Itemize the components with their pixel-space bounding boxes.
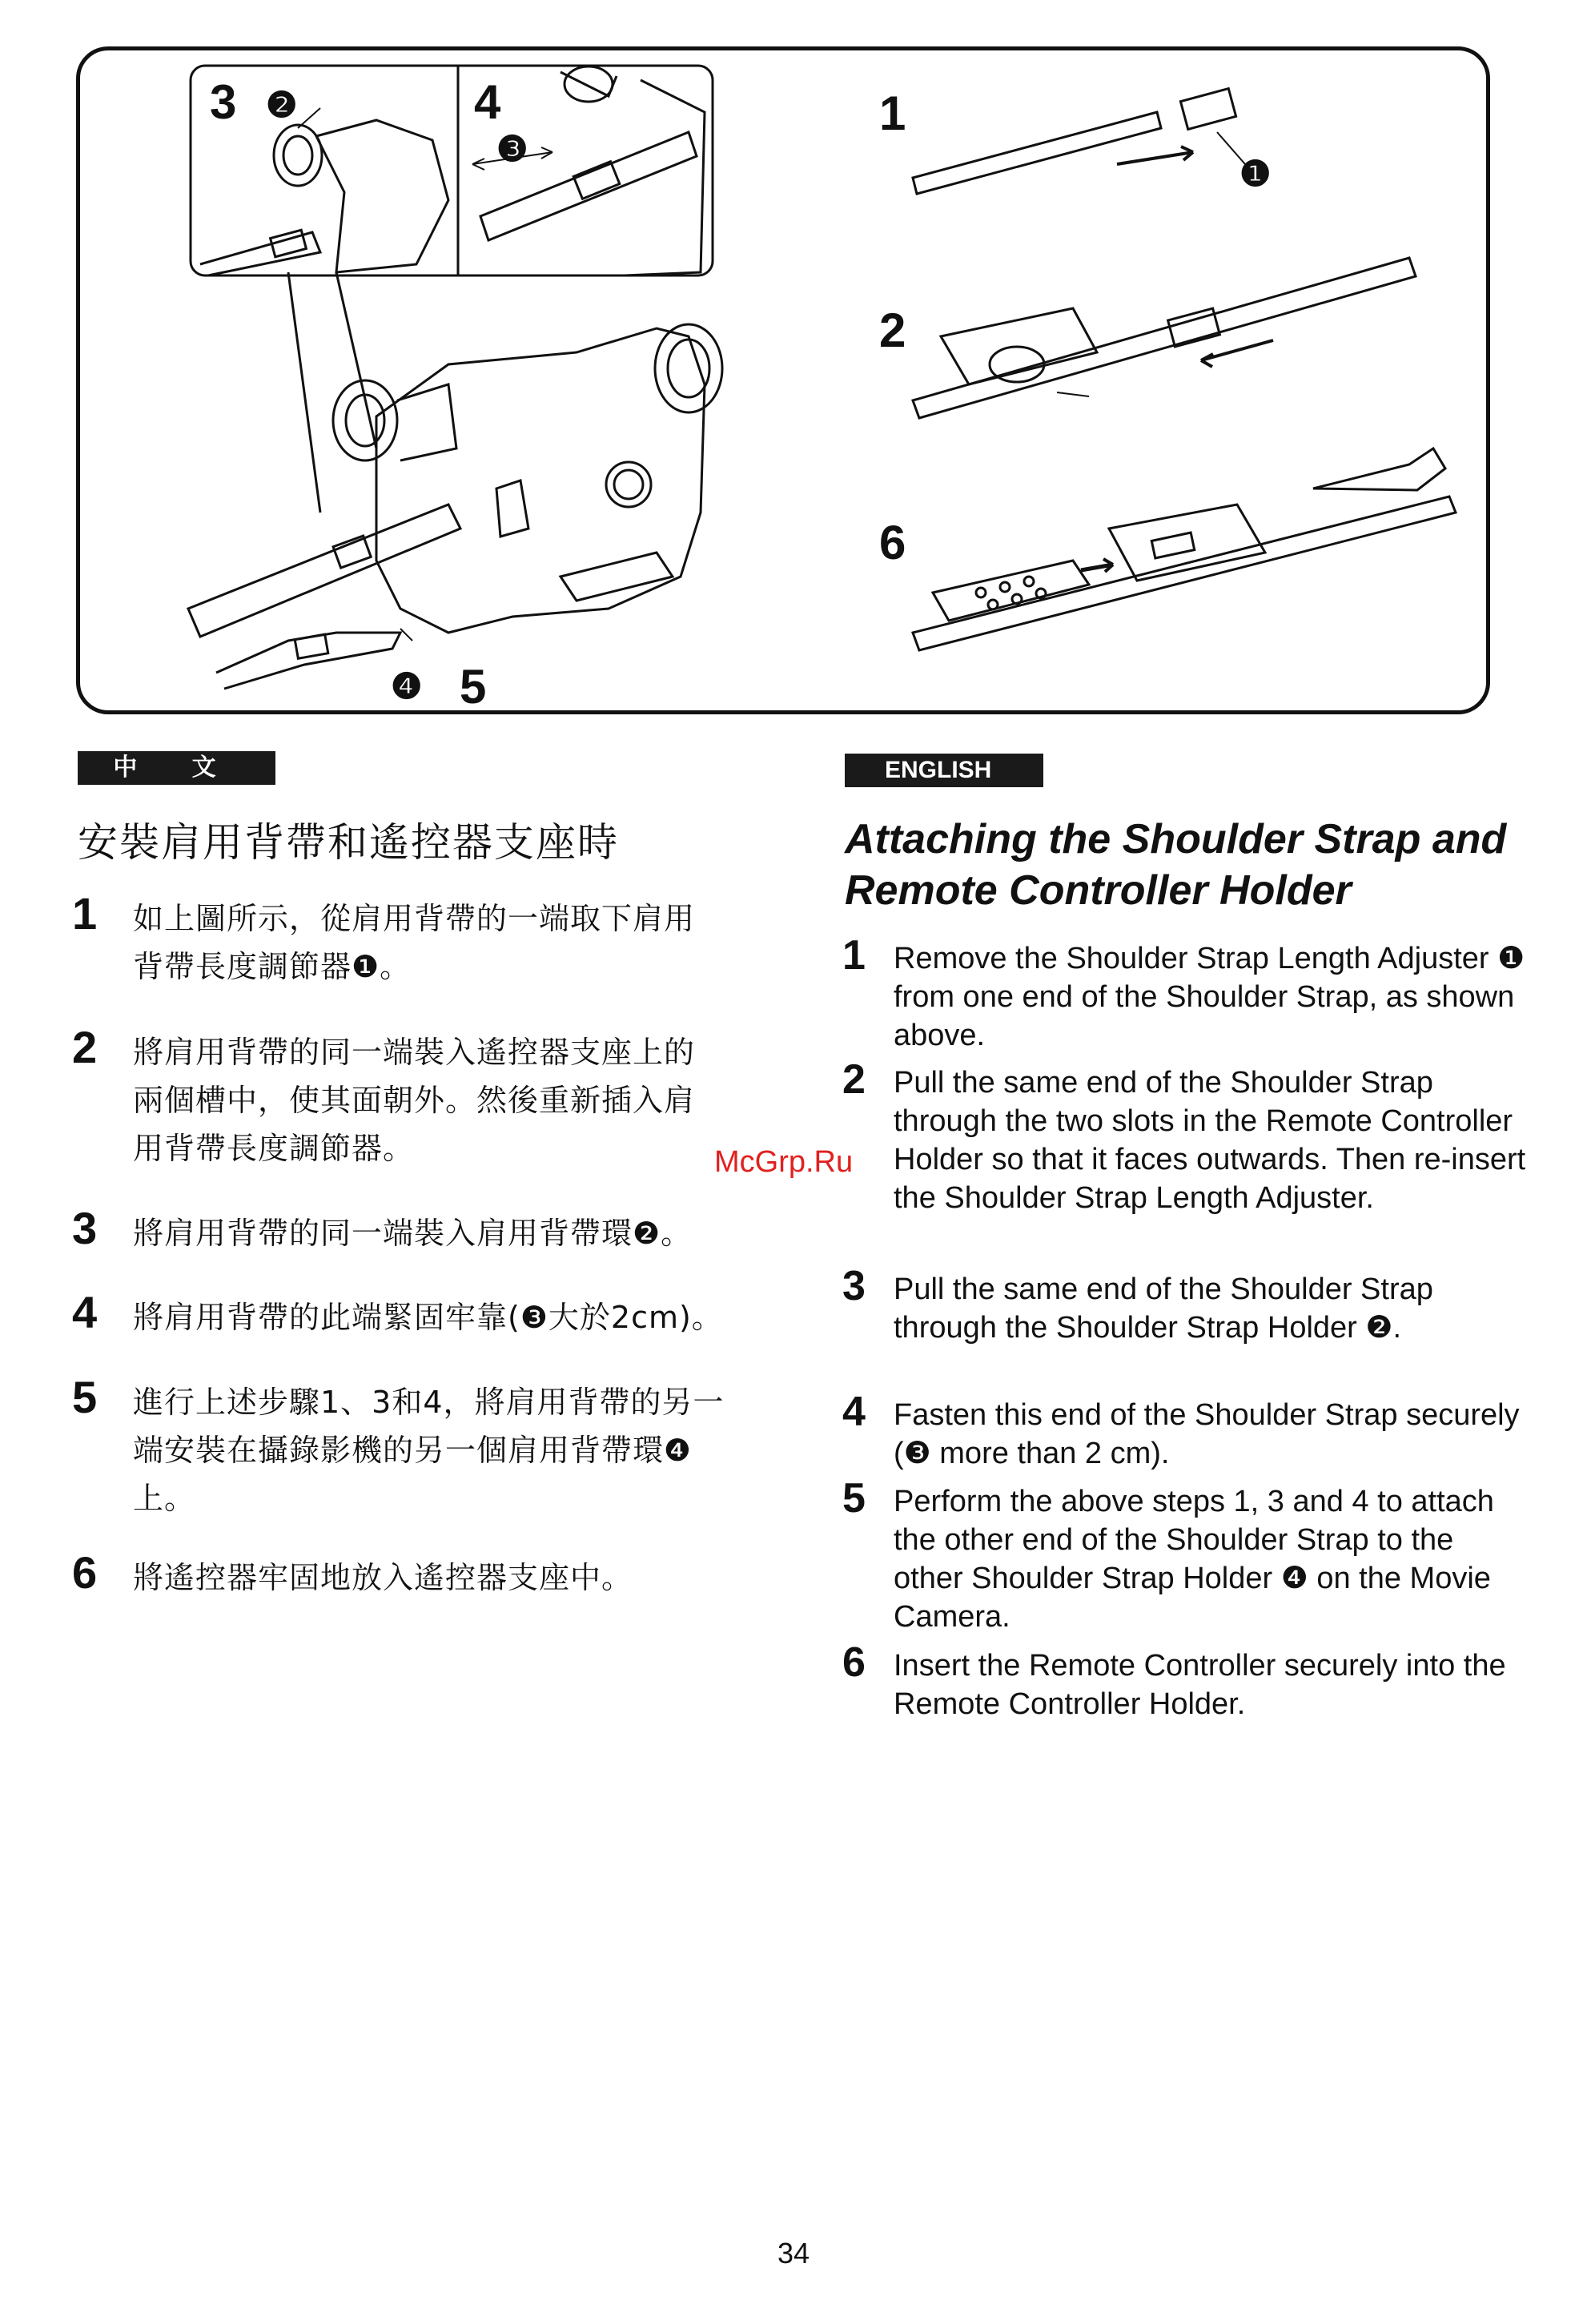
step-number: 4 — [72, 1287, 98, 1337]
watermark: McGrp.Ru — [714, 1145, 854, 1179]
step-number: 5 — [72, 1372, 98, 1422]
camera-eyecup — [333, 380, 397, 460]
figure-step-4: 4 — [474, 75, 501, 129]
controller-holder-2 — [1109, 505, 1265, 581]
step-number: 3 — [842, 1263, 866, 1309]
main-strap — [188, 505, 460, 637]
illustration — [0, 0, 1587, 721]
figure-step-2: 2 — [879, 304, 906, 357]
step-text: Fasten this end of the Shoulder Strap securely (❸ more than 2 cm). — [894, 1398, 1520, 1470]
step-number: 1 — [72, 888, 98, 939]
step-text: Pull the same end of the Shoulder Strap through the Shoulder Strap Holder ❷. — [894, 1273, 1433, 1345]
step6-strap — [913, 497, 1456, 650]
part-marker-2: ❷ — [266, 86, 298, 125]
step-number: 6 — [842, 1639, 866, 1686]
step2-strap — [913, 258, 1416, 418]
step-text: 如上圖所示，從肩用背帶的一端取下肩用背帶長度調節器❶。 — [133, 901, 696, 984]
step-number: 5 — [842, 1475, 866, 1522]
page-number: 34 — [777, 2237, 810, 2270]
english-title: Attaching the Shoulder Strap and Remote Controller Holder — [845, 816, 1507, 914]
step-text: Perform the above steps 1, 3 and 4 to attach the other end of the Shoulder Strap to the other Shoulder Strap Holder ❹ on the Movie Camera. — [894, 1485, 1494, 1634]
figure-step-5: 5 — [460, 660, 487, 714]
part-marker-4: ❹ — [391, 667, 423, 706]
part-marker-3: ❸ — [496, 130, 528, 169]
step-text: 將遙控器牢固地放入遙控器支座中。 — [133, 1560, 633, 1595]
step-number: 2 — [842, 1056, 866, 1103]
step-text: 將肩用背帶的同一端裝入遙控器支座上的兩個槽中，使其面朝外。然後重新插入肩用背帶長度調節器。 — [133, 1035, 696, 1166]
step-text: Remove the Shoulder Strap Length Adjuster ❶ from one end of the Shoulder Strap, as shown above. — [894, 942, 1525, 1052]
step-number: 6 — [72, 1547, 98, 1598]
step-number: 4 — [842, 1389, 866, 1435]
step-text: Pull the same end of the Shoulder Strap through the two slots in the Remote Controller Holder so that it faces outwards. Then re-insert the Shoulder Strap Length Adjuster. — [894, 1066, 1526, 1215]
chinese-title: 安裝肩用背帶和遙控器支座時 — [78, 819, 619, 866]
camera-strap-diagram — [0, 0, 1587, 721]
length-adjuster — [1180, 89, 1235, 130]
inset-eyecup — [274, 125, 322, 186]
part-marker-1: ❶ — [1239, 155, 1272, 194]
step-text: Insert the Remote Controller securely into the Remote Controller Holder. — [894, 1649, 1506, 1721]
figure-step-6: 6 — [879, 516, 906, 569]
english-section-badge: ENGLISH — [845, 754, 1043, 787]
step-number: 3 — [72, 1203, 98, 1253]
step1-strap — [913, 112, 1161, 194]
step-number: 2 — [72, 1022, 98, 1072]
step-text: 將肩用背帶的此端緊固牢靠(❸大於2cm)。 — [133, 1300, 723, 1335]
chinese-section-badge: 中 文 — [78, 751, 275, 785]
figure-step-1: 1 — [879, 86, 906, 140]
step-number: 1 — [842, 932, 866, 979]
step-text: 將肩用背帶的同一端裝入肩用背帶環❷。 — [133, 1216, 693, 1251]
step-text: 進行上述步驟1、3和4，將肩用背帶的另一端安裝在攝錄影機的另一個肩用背帶環❹上。 — [133, 1385, 725, 1516]
figure-step-3: 3 — [210, 75, 237, 129]
